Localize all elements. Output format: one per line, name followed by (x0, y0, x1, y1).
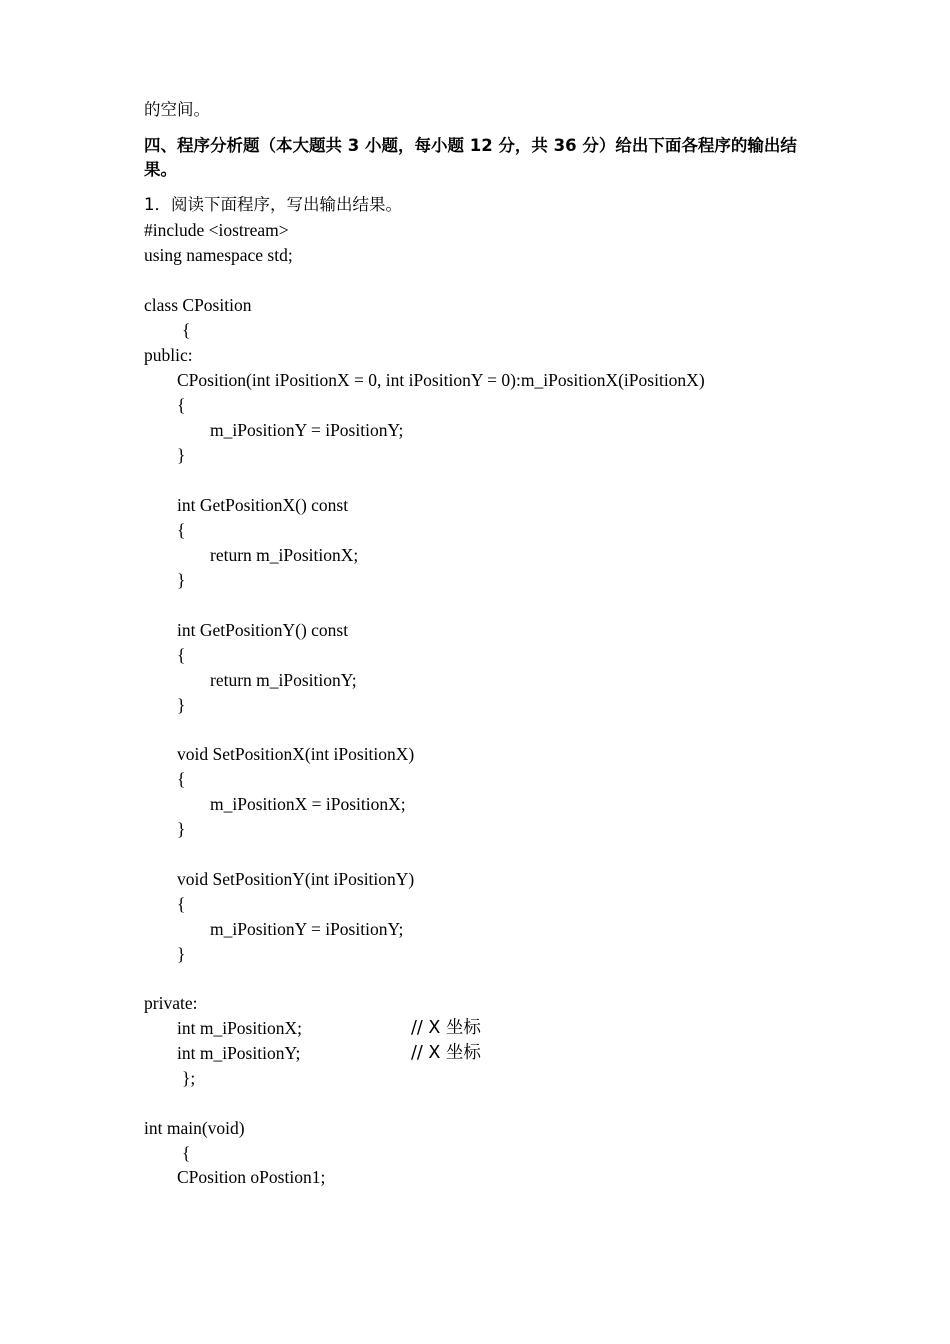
code-sety-body: m_iPositionY = iPositionY; (210, 919, 404, 939)
code-class-decl: class CPosition (144, 295, 252, 315)
code-class-close: }; (182, 1068, 196, 1088)
code-private: private: (144, 993, 198, 1013)
code-ctor-signature: CPosition(int iPositionX = 0, int iPositionY = 0):m_iPositionX(iPositionX) (177, 370, 705, 390)
code-ctor-open: { (177, 395, 186, 415)
code-setx-body: m_iPositionX = iPositionX; (210, 794, 406, 814)
question-1-prompt: 1．阅读下面程序，写出输出结果。 (144, 195, 402, 214)
code-sety-signature: void SetPositionY(int iPositionY) (177, 869, 415, 889)
code-gety-body: return m_iPositionY; (210, 670, 357, 690)
code-getx-open: { (177, 520, 186, 540)
code-setx-signature: void SetPositionX(int iPositionX) (177, 744, 415, 764)
section-heading: 四、程序分析题（本大题共 3 小题，每小题 12 分，共 36 分）给出下面各程序的输出结果。 (144, 136, 797, 179)
code-main-statement: CPosition oPostion1; (177, 1167, 326, 1187)
intro-fragment: 的空间。 (144, 100, 210, 119)
code-ctor-close: } (177, 445, 186, 465)
code-class-open: { (182, 320, 191, 340)
code-using: using namespace std; (144, 245, 293, 265)
code-getx-body: return m_iPositionX; (210, 545, 359, 565)
code-getx-close: } (177, 570, 186, 590)
code-member-y: int m_iPositionY; (177, 1043, 301, 1063)
code-gety-open: { (177, 645, 186, 665)
code-setx-close: } (177, 819, 186, 839)
code-member-x-comment: // X 坐标 (411, 1018, 481, 1038)
code-getx-signature: int GetPositionX() const (177, 495, 349, 515)
code-ctor-body: m_iPositionY = iPositionY; (210, 420, 404, 440)
code-gety-close: } (177, 695, 186, 715)
code-public: public: (144, 345, 193, 365)
code-gety-signature: int GetPositionY() const (177, 620, 349, 640)
code-main-open: { (182, 1143, 191, 1163)
code-member-x: int m_iPositionX; (177, 1018, 302, 1038)
code-sety-open: { (177, 894, 186, 914)
code-member-y-comment: // X 坐标 (411, 1043, 481, 1063)
code-include: #include <iostream> (144, 220, 289, 240)
code-sety-close: } (177, 944, 186, 964)
code-setx-open: { (177, 769, 186, 789)
code-main-signature: int main(void) (144, 1118, 245, 1138)
